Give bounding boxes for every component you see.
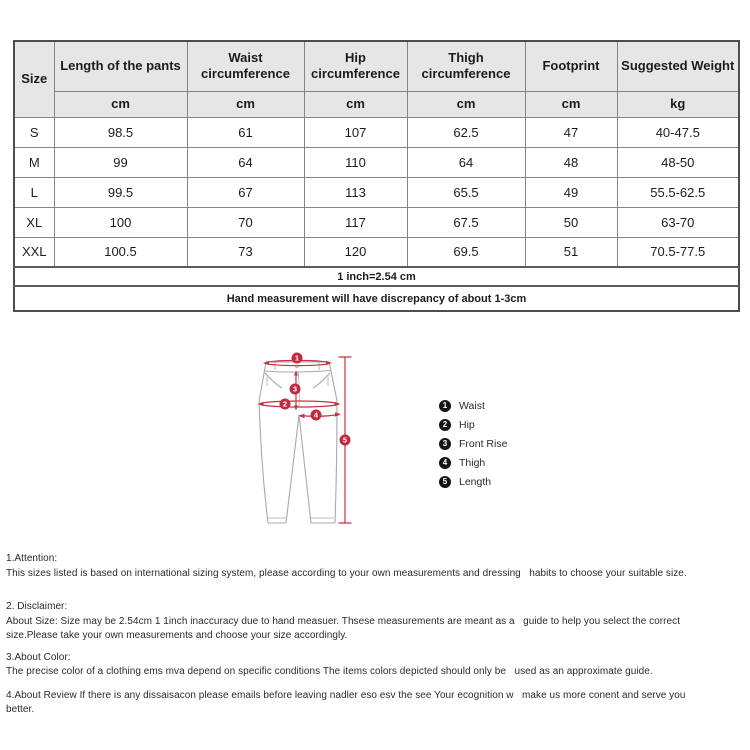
size-label: XL	[14, 207, 54, 237]
cell-value: 47	[525, 117, 617, 147]
column-header-waist: Waist circumference	[187, 41, 304, 91]
note-attention	[6, 552, 750, 581]
cell-value: 62.5	[407, 117, 525, 147]
size-chart-table	[13, 40, 740, 312]
cell-value: 99.5	[54, 177, 187, 207]
cell-value: 100.5	[54, 237, 187, 267]
cell-value: 48-50	[617, 147, 739, 177]
table-footnote-inch	[14, 267, 739, 286]
note-text: size.Please take your own measurements and choose your size accordingly.	[6, 630, 348, 641]
size-label: S	[14, 117, 54, 147]
table-row-s	[14, 117, 739, 147]
table-row-l	[14, 177, 739, 207]
table-row-xxl	[14, 237, 739, 267]
legend-label: Thigh	[459, 456, 486, 469]
note-disclaimer	[6, 600, 750, 644]
column-header-hip: Hip circumference	[304, 41, 407, 91]
unit-cell: cm	[407, 91, 525, 117]
cell-value: 64	[187, 147, 304, 177]
notes-block	[6, 552, 750, 718]
legend-item-hip	[439, 419, 507, 430]
note-about-color	[6, 651, 750, 680]
size-label: M	[14, 147, 54, 177]
note-text: better.	[6, 704, 35, 715]
cell-value: 61	[187, 117, 304, 147]
size-label: L	[14, 177, 54, 207]
cell-value: 70	[187, 207, 304, 237]
column-header-footprint: Footprint	[525, 41, 617, 91]
unit-cell: cm	[54, 91, 187, 117]
table-footnote-measure	[14, 286, 739, 311]
cell-value: 48	[525, 147, 617, 177]
cell-value: 120	[304, 237, 407, 267]
cell-value: 99	[54, 147, 187, 177]
legend-label: Front Rise	[459, 437, 508, 450]
size-label: XXL	[14, 237, 54, 267]
legend-label: Length	[459, 475, 492, 488]
cell-value: 100	[54, 207, 187, 237]
note-heading: 2. Disclaimer:	[6, 601, 68, 612]
cell-value: 69.5	[407, 237, 525, 267]
pants-diagram	[253, 345, 373, 530]
measurement-markers	[280, 353, 351, 446]
cell-value: 55.5-62.5	[617, 177, 739, 207]
measurement-legend	[439, 400, 507, 495]
legend-marker-3-icon: 3	[439, 438, 451, 450]
cell-value: 113	[304, 177, 407, 207]
column-header-weight: Suggested Weight	[617, 41, 739, 91]
cell-value: 98.5	[54, 117, 187, 147]
legend-marker-5-icon: 5	[439, 476, 451, 488]
legend-marker-2-icon: 2	[439, 419, 451, 431]
note-heading: 3.About Color:	[6, 651, 71, 663]
cell-value: 64	[407, 147, 525, 177]
unit-cell: cm	[304, 91, 407, 117]
cell-value: 70.5-77.5	[617, 237, 739, 267]
cell-value: 50	[525, 207, 617, 237]
cell-value: 63-70	[617, 207, 739, 237]
note-heading: 1.Attention:	[6, 553, 58, 564]
footnote-text: Hand measurement will have discrepancy of about 1-3cm	[14, 286, 739, 311]
table-row-xl	[14, 207, 739, 237]
unit-cell: kg	[617, 91, 739, 117]
note-text: The precise color of a clothing ems mva depend on specific conditions The items colors depicted should only be used as an approximate guide.	[6, 666, 653, 677]
cell-value: 107	[304, 117, 407, 147]
marker-5: 5	[342, 435, 348, 445]
marker-3: 3	[292, 384, 298, 394]
legend-item-front-rise	[439, 438, 507, 449]
note-about-review	[6, 689, 750, 718]
cell-value: 110	[304, 147, 407, 177]
marker-1: 1	[294, 353, 300, 363]
table-header-row	[14, 41, 739, 91]
legend-item-length	[439, 476, 507, 487]
cell-value: 65.5	[407, 177, 525, 207]
note-text: This sizes listed is based on international sizing system, please according to your own measurements and dressing habits to choose your suitable size.	[6, 567, 687, 579]
table-row-m	[14, 147, 739, 177]
cell-value: 67	[187, 177, 304, 207]
cell-value: 40-47.5	[617, 117, 739, 147]
footnote-text: 1 inch=2.54 cm	[14, 267, 739, 286]
column-header-size: Size	[14, 41, 54, 117]
legend-item-thigh	[439, 457, 507, 468]
marker-2: 2	[282, 399, 288, 409]
note-text: About Size: Size may be 2.54cm 1 1inch inaccuracy due to hand measuer. Thsese measurements are meant as a guide to help you select the correct	[6, 615, 681, 627]
legend-item-waist	[439, 400, 507, 411]
legend-marker-4-icon: 4	[439, 457, 451, 469]
legend-label: Hip	[459, 418, 475, 431]
unit-cell: cm	[525, 91, 617, 117]
legend-label: Waist	[459, 399, 485, 412]
legend-marker-1-icon: 1	[439, 400, 451, 412]
cell-value: 67.5	[407, 207, 525, 237]
column-header-length: Length of the pants	[54, 41, 187, 91]
cell-value: 51	[525, 237, 617, 267]
note-text: 4.About Review If there is any dissaisacon please emails before leaving nadler eso esv the see Your ecognition w make us more conent and serve you	[6, 689, 686, 701]
marker-4: 4	[313, 410, 319, 420]
table-units-row	[14, 91, 739, 117]
cell-value: 117	[304, 207, 407, 237]
cell-value: 49	[525, 177, 617, 207]
unit-cell: cm	[187, 91, 304, 117]
cell-value: 73	[187, 237, 304, 267]
column-header-thigh: Thigh circumference	[407, 41, 525, 91]
